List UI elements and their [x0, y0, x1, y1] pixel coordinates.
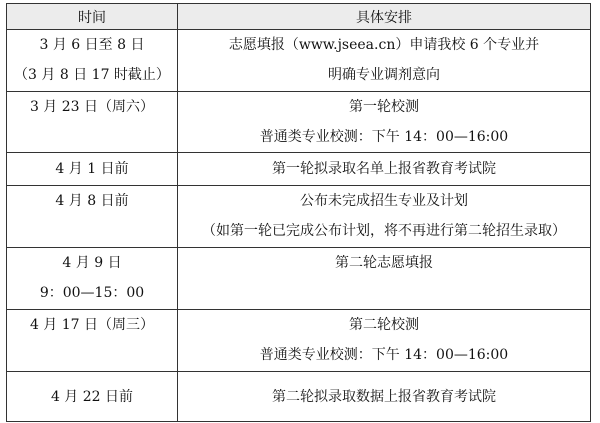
arrangement-text: 公布未完成招生专业及计划	[300, 193, 468, 209]
arrangement-text: 明确专业调剂意向	[328, 67, 440, 83]
time-cell	[7, 92, 178, 153]
time-cell	[7, 186, 178, 248]
time-text: 3 月 6 日至 8 日	[39, 37, 145, 53]
arrangement-text: （如第一轮已完成公布计划，将不再进行第二轮招生录取）	[202, 223, 566, 239]
arrangement-text: 第二轮志愿填报	[335, 255, 433, 271]
arrangement-text: 普通类专业校测：下午 14：00—16:00	[259, 347, 509, 363]
header-row	[7, 4, 591, 30]
time-text: 3 月 23 日（周六）	[29, 99, 155, 115]
header-time: 时间	[7, 4, 178, 30]
table-row	[7, 248, 591, 310]
time-cell	[7, 310, 178, 372]
arrangement-cell	[178, 248, 591, 310]
table-row	[7, 153, 591, 186]
table-row	[7, 92, 591, 153]
time-cell	[7, 30, 178, 92]
arrangement-cell	[178, 92, 591, 153]
arrangement-text: 第一轮校测	[349, 99, 419, 115]
arrangement-cell	[178, 153, 591, 186]
arrangement-cell	[178, 30, 591, 92]
header-arrangement: 具体安排	[178, 4, 591, 30]
table-row	[7, 186, 591, 248]
schedule-table	[6, 3, 591, 422]
time-cell	[7, 372, 178, 422]
time-text: 4 月 22 日前	[50, 388, 134, 405]
arrangement-text: 第二轮校测	[349, 317, 419, 333]
arrangement-cell	[178, 186, 591, 248]
table-row	[7, 310, 591, 372]
time-cell	[7, 248, 178, 310]
time-text: 9：00—15：00	[39, 285, 145, 301]
arrangement-text: 第一轮拟录取名单上报省教育考试院	[272, 161, 496, 177]
time-text: 4 月 17 日（周三）	[29, 317, 155, 333]
arrangement-text: 志愿填报（www.jseea.cn）申请我校 6 个专业并	[228, 37, 540, 53]
table-row	[7, 372, 591, 422]
time-text: （3 月 8 日 17 时截止）	[14, 67, 170, 83]
table-row	[7, 30, 591, 92]
time-text: 4 月 8 日前	[55, 193, 129, 209]
arrangement-text: 第二轮拟录取数据上报省教育考试院	[272, 388, 496, 405]
time-text: 4 月 1 日前	[55, 161, 129, 177]
arrangement-text: 普通类专业校测：下午 14：00—16:00	[259, 129, 509, 145]
time-cell	[7, 153, 178, 186]
time-text: 4 月 9 日	[62, 255, 122, 271]
arrangement-cell	[178, 310, 591, 372]
arrangement-cell	[178, 372, 591, 422]
